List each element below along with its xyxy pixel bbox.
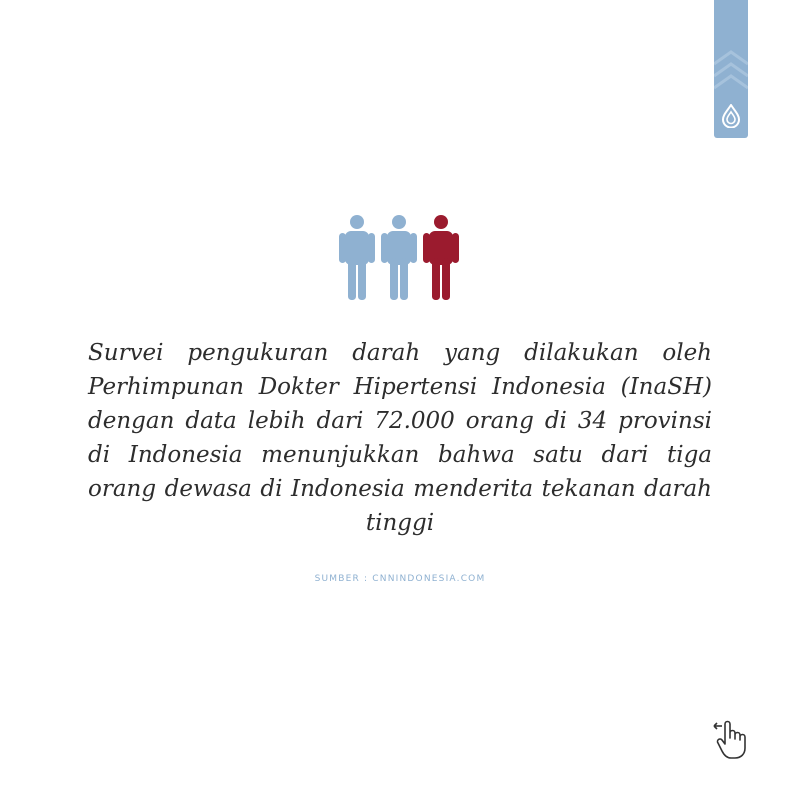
person-icon [339, 215, 375, 300]
person-icon-highlighted [423, 215, 459, 300]
chevron-pattern [714, 50, 748, 100]
source-credit: SUMBER : CNNINDONESIA.COM [314, 574, 486, 584]
bookmark-tab [714, 0, 748, 138]
person-icon [381, 215, 417, 300]
headline-text: Survei pengukuran darah yang dilakukan oleh Perhimpunan Dokter Hipertensi Indonesia (InaSH) dengan data lebih dari 72.000 orang di 34 provinsi di Indonesia menunjukkan bahwa satu dari tiga orang dewasa di Indonesia menderita tekanan darah tinggi [88, 340, 712, 536]
drop-icon [720, 104, 742, 128]
swipe-hand-icon[interactable] [712, 718, 752, 760]
people-illustration [335, 212, 465, 304]
